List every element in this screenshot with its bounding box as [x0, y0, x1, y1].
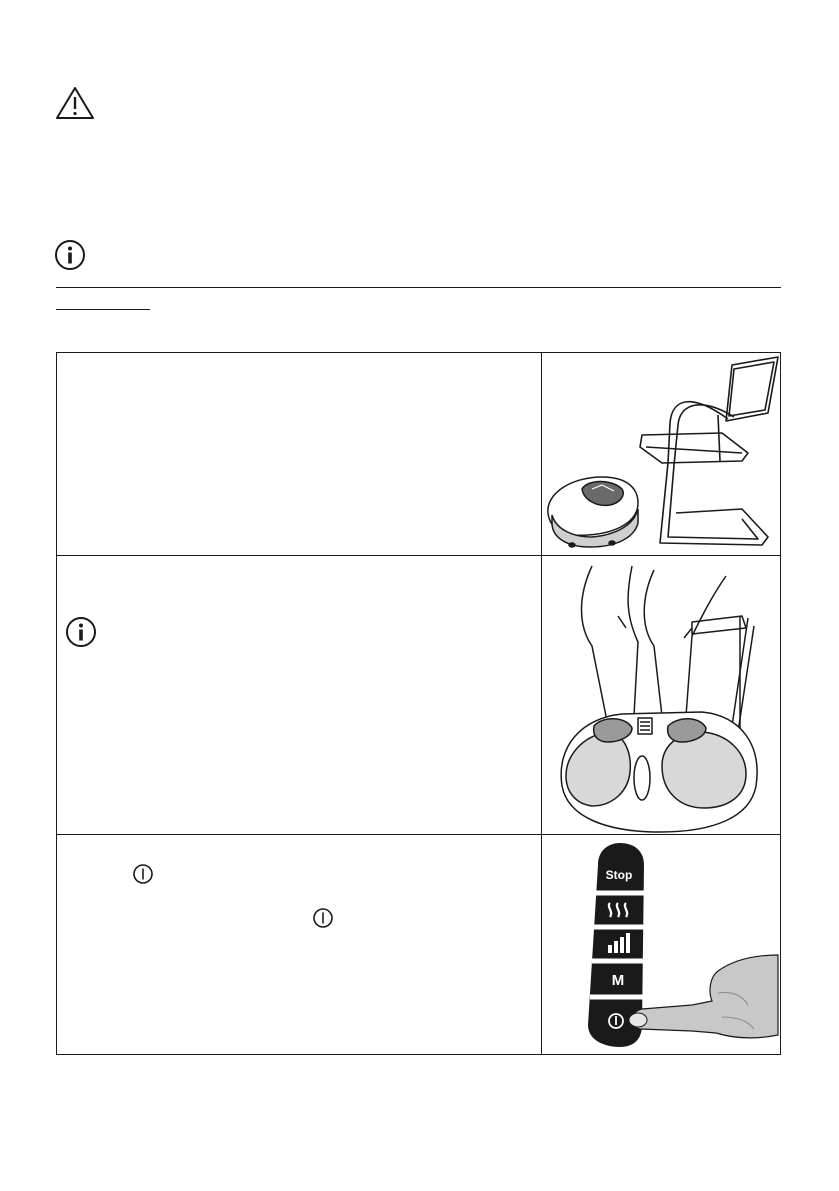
- info-circle-icon: [65, 616, 97, 648]
- chair-and-foot-massager-illustration: [542, 353, 780, 554]
- step-3-image-cell: [541, 835, 780, 1054]
- step-row-1: [57, 353, 780, 555]
- step-1-text-cell: [57, 353, 541, 555]
- section-divider: [56, 287, 781, 288]
- remote-stop-label: Stop: [605, 868, 633, 882]
- steps-table: [56, 352, 781, 1055]
- remote-control-illustration: [542, 835, 780, 1054]
- feet-in-massager-illustration: [542, 556, 780, 834]
- step-2-image-cell: [541, 556, 780, 834]
- step-2-text-cell: [57, 556, 541, 834]
- heading-underline: [56, 309, 150, 310]
- pressing-finger: [632, 955, 778, 1038]
- step-3-text-cell: [57, 835, 541, 1054]
- info-circle-icon: [54, 239, 86, 271]
- power-symbol-icon: [312, 907, 334, 929]
- step-row-3: [57, 834, 780, 1054]
- step-row-2: [57, 555, 780, 834]
- remote-mode-label: M: [611, 972, 625, 989]
- warning-triangle-icon: [55, 86, 95, 120]
- step-1-image-cell: [541, 353, 780, 555]
- power-symbol-icon: [132, 863, 154, 885]
